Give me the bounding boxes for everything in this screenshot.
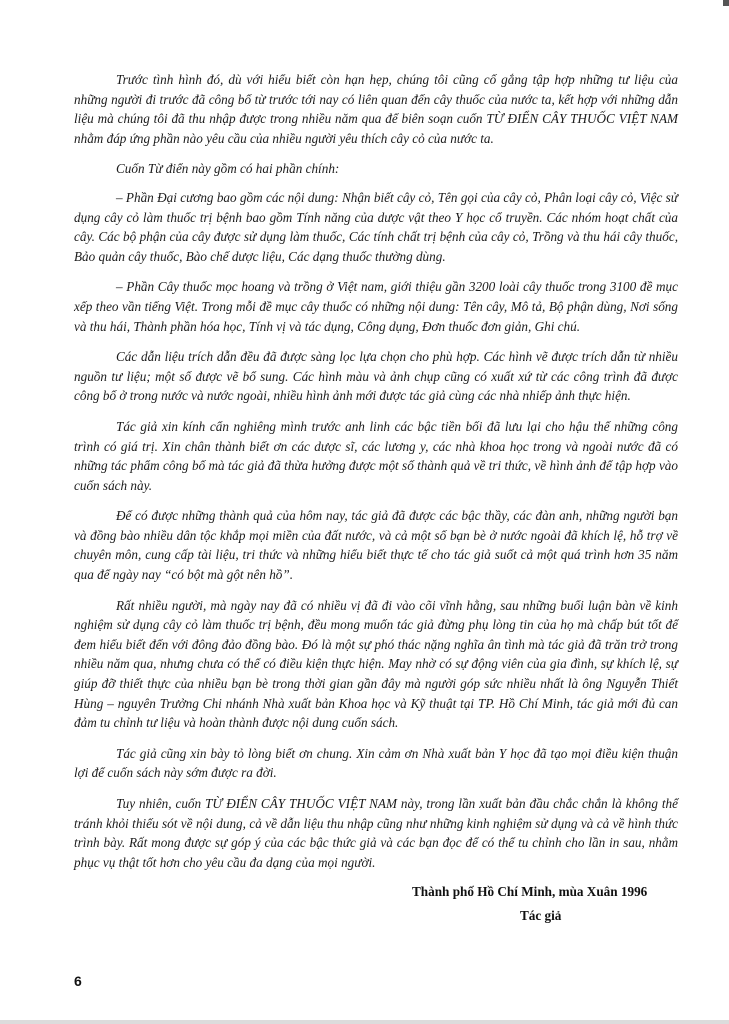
paragraph-part-plants: – Phần Cây thuốc mọc hoang và trồng ở Việt nam, giới thiệu gần 3200 loài cây thuốc trong 3100 đề mục xếp theo vần tiếng Việt. Trong mỗi đề mục cây thuốc có những nội dung: Tên cây, Mô tả, Bộ phận dùng, Nơi sống và thu hái, Thành phần hóa học, Tính vị và tác dụng, Công dụng, Đơn thuốc đơn giản, Ghi chú. xyxy=(74,279,678,334)
signature-place-date: Thành phố Hồ Chí Minh, mùa Xuân 1996 xyxy=(412,884,648,899)
paragraph-many-people: Rất nhiều người, mà ngày nay đã có nhiều vị đã đi vào cõi vĩnh hằng, sau những buổi luận bàn về kinh nghiệm sử dụng cây cỏ làm thuốc trị bệnh, đều mong muốn tác giả đừng phụ lòng tin của họ mà chấp bút tốt để đem hiểu biết đến với đông đảo đồng bào. Đó là một sự phó thác nặng nghĩa ân tình mà tác giả đã trăn trở trong nhiều năm qua, nhưng chưa có thể có điều kiện thực hiện. May nhờ có sự động viên của gia đình, sự khích lệ, sự giúp đỡ thiết thực của nhiều bạn bè trong thời gian gần đây mà người góp sức nhiều nhất là ông Nguyễn Thiết Hùng – nguyên Trưởng Chi nhánh Nhà xuất bản Khoa học và Kỹ thuật tại TP. Hồ Chí Minh, tác giả mới đủ can đảm tu chỉnh tư liệu và hoàn thành được nội dung cuốn sách. xyxy=(74,597,678,731)
paragraph-sources: Các dẫn liệu trích dẫn đều đã được sàng lọc lựa chọn cho phù hợp. Các hình vẽ được trích dẫn từ nhiều nguồn tư liệu; một số được vẽ bổ sung. Các hình màu và ảnh chụp cũng có xuất xứ từ các công trình đã được công bố ở trong nước và nước ngoài, nhiều hình ảnh mới được tác giả cùng các nhà nhiếp ảnh thực hiện. xyxy=(74,349,678,404)
paragraph-intro: Trước tình hình đó, dù với hiểu biết còn hạn hẹp, chúng tôi cũng cố gắng tập hợp những tư liệu của những người đi trước đã công bố từ trước tới nay có liên quan đến cây thuốc của nước ta, kết hợp với những dẫn liệu mà chúng tôi đã thu nhập được trong nhiều năm qua để biên soạn cuốn TỪ ĐIỂN CÂY THUỐC VIỆT NAM nhằm đáp ứng phần nào yêu cầu của nhiều người yêu thích cây cỏ của nước ta. xyxy=(74,72,678,146)
paragraph-closing: Tuy nhiên, cuốn TỪ ĐIỂN CÂY THUỐC VIỆT NAM này, trong lần xuất bản đầu chắc chắn là không thể tránh khỏi thiếu sót về nội dung, cả về dẫn liệu thu nhập cũng như những kinh nghiệm sử dụng và cả về hình thức trình bày. Rất mong được sự góp ý của các bậc thức giả và các bạn đọc để có thể tu chỉnh cho lần in sau, nhằm phục vụ thật tốt hơn cho yêu cầu đa dạng của mọi người. xyxy=(74,796,678,870)
paragraph-part-general: – Phần Đại cương bao gồm các nội dung: Nhận biết cây cỏ, Tên gọi của cây cỏ, Phân loại cây cỏ, Việc sử dụng cây cỏ làm thuốc trị bệnh bao gồm Tính năng của dược vật theo Y học cổ truyền. Các nhóm hoạt chất của cây. Các bộ phận của cây được sử dụng làm thuốc, Các tính chất trị bệnh của cây cỏ, Trồng và thu hái cây thuốc, Bảo quản cây thuốc, Bào chế dược liệu, Các dạng thuốc thường dùng. xyxy=(74,189,678,264)
paragraph-gratitude-predecessors: Tác giả xin kính cẩn nghiêng mình trước anh linh các bậc tiền bối đã lưu lại cho hậu thế những công trình có giá trị. Xin chân thành biết ơn các dược sĩ, các lương y, các nhà khoa học trong và ngoài nước đã có những tác phẩm công bố mà tác giả đã thừa hưởng được một số thành quả về tri thức, về hình ảnh để tập hợp vào cuốn sách này. xyxy=(74,418,678,493)
scan-bottom-edge xyxy=(0,1020,729,1024)
body-text xyxy=(74,70,678,883)
signature-author: Tác giả xyxy=(520,908,562,923)
page-number: 6 xyxy=(74,973,82,989)
paragraph-thanks-publisher: Tác giả cũng xin bày tỏ lòng biết ơn chung. Xin cảm ơn Nhà xuất bản Y học đã tạo mọi điều kiện thuận lợi để cuốn sách này sớm được ra đời. xyxy=(74,745,678,781)
paragraph-achievements: Để có được những thành quả của hôm nay, tác giả đã được các bậc thầy, các đàn anh, những người bạn và đồng bào nhiều dân tộc khắp mọi miền của đất nước, và cả một số bạn bè ở nước ngoài đã khích lệ, hỗ trợ về chuyên môn, cung cấp tài liệu, tri thức và những hiểu biết thực tế cho tác giả suốt cả một quá trình hơn 35 năm qua để ngày nay “có bột mà gột nên hồ”. xyxy=(74,508,678,583)
paragraph-structure: Cuốn Từ điển này gồm có hai phần chính: xyxy=(116,161,340,177)
scan-corner-mark xyxy=(723,0,729,6)
